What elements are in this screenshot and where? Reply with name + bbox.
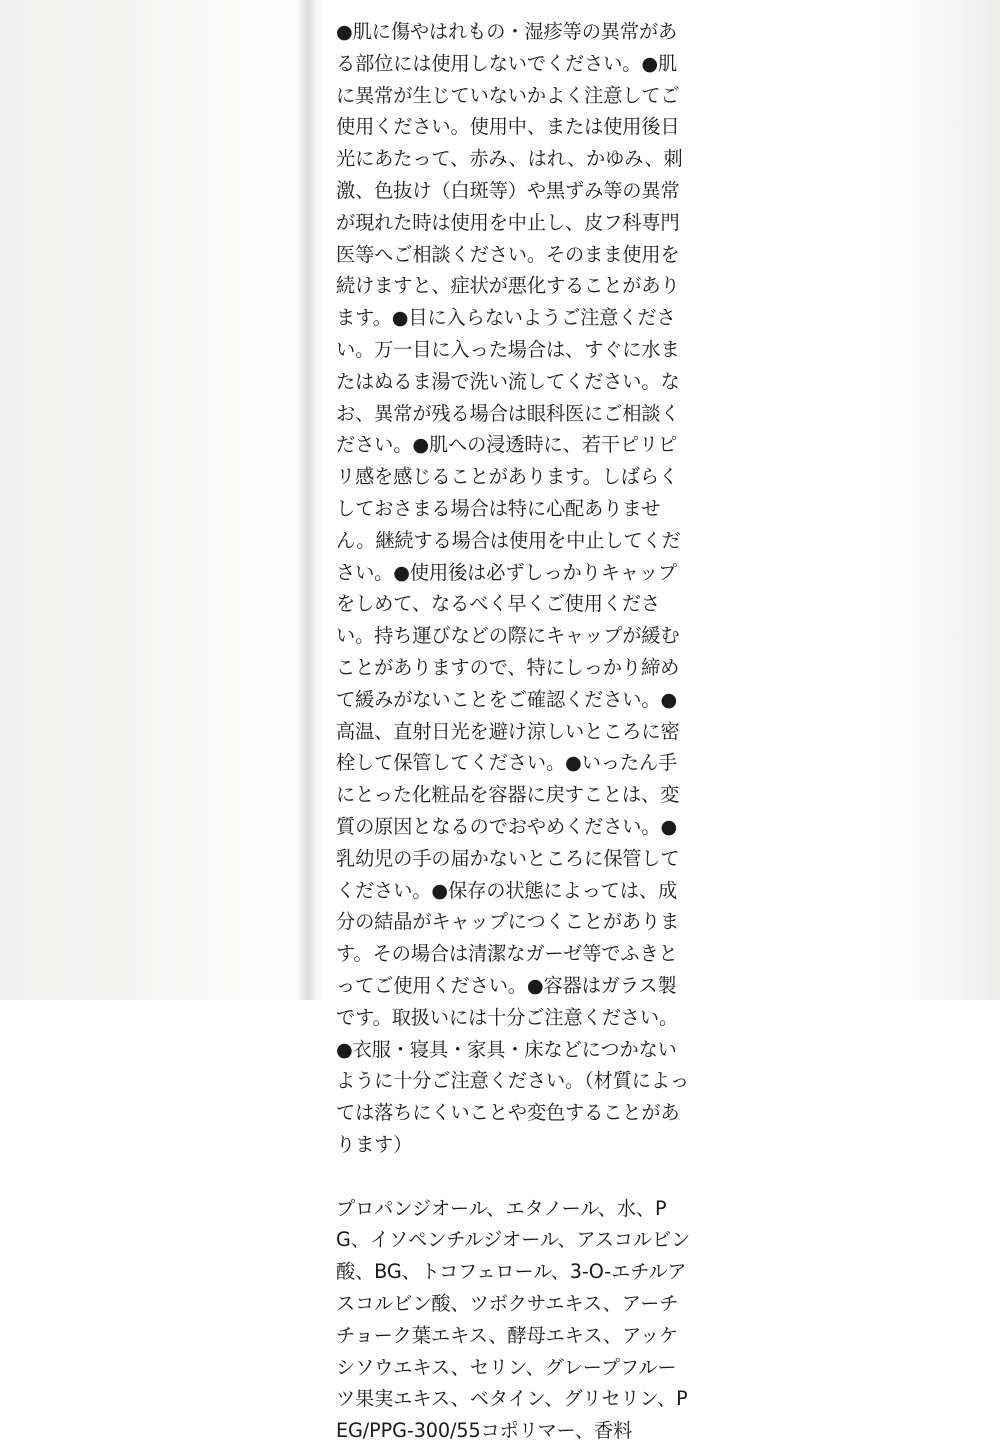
package-right-edge-shading: [880, 0, 1000, 1000]
package-left-edge-shading: [0, 0, 320, 1000]
package-left-fold-line: [296, 0, 322, 1000]
label-text-column: [336, 16, 692, 1443]
ingredients-paragraph: プロパンジオール、エタノール、水、PG、イソペンチルジオール、アスコルビン酸、BG、トコフェロール、3-O-エチルアスコルビン酸、ツボクサエキス、アーチチョーク葉エキス、酵母エキス、アッケシソウエキス、セリン、グレープフルーツ果実エキス、ベタイン、グリセリン、PEG/PPG-300/55コポリマー、香料: [336, 1196, 691, 1443]
cautions-paragraph: ●肌に傷やはれもの・湿疹等の異常がある部位には使用しないでください。●肌に異常が生じていないかよく注意してご使用ください。使用中、または使用後日光にあたって、赤み、はれ、かゆみ、刺激、色抜け（白斑等）や黒ずみ等の異常が現れた時は使用を中止し、皮フ科専門医等へご相談ください。そのまま使用を続けますと、症状が悪化することがあります。●目に入らないようご注意ください。万一目に入った場合は、すぐに水またはぬるま湯で洗い流してください。なお、異常が残る場合は眼科医にご相談ください。●肌への浸透時に、若干ピリピリ感を感じることがあります。しばらくしておさまる場合は特に心配ありません。継続する場合は使用を中止してください。●使用後は必ずしっかりキャップをしめて、なるべく早くご使用ください。持ち運びなどの際にキャップが緩むことがありますので、特にしっかり締めて緩みがないことをご確認ください。●高温、直射日光を避け涼しいところに密栓して保管してください。●いったん手にとった化粧品を容器に戻すことは、変質の原因となるのでおやめください。●乳幼児の手の届かないところに保管してください。●保存の状態によっては、成分の結晶がキャップにつくことがあります。その場合は清潔なガーゼ等でふきとってご使用ください。●容器はガラス製です。取扱いには十分ご注意ください。●衣服・寝具・家具・床などにつかないように十分ご注意ください。（材質によっては落ちにくいことや変色することがあります）: [336, 20, 690, 1156]
